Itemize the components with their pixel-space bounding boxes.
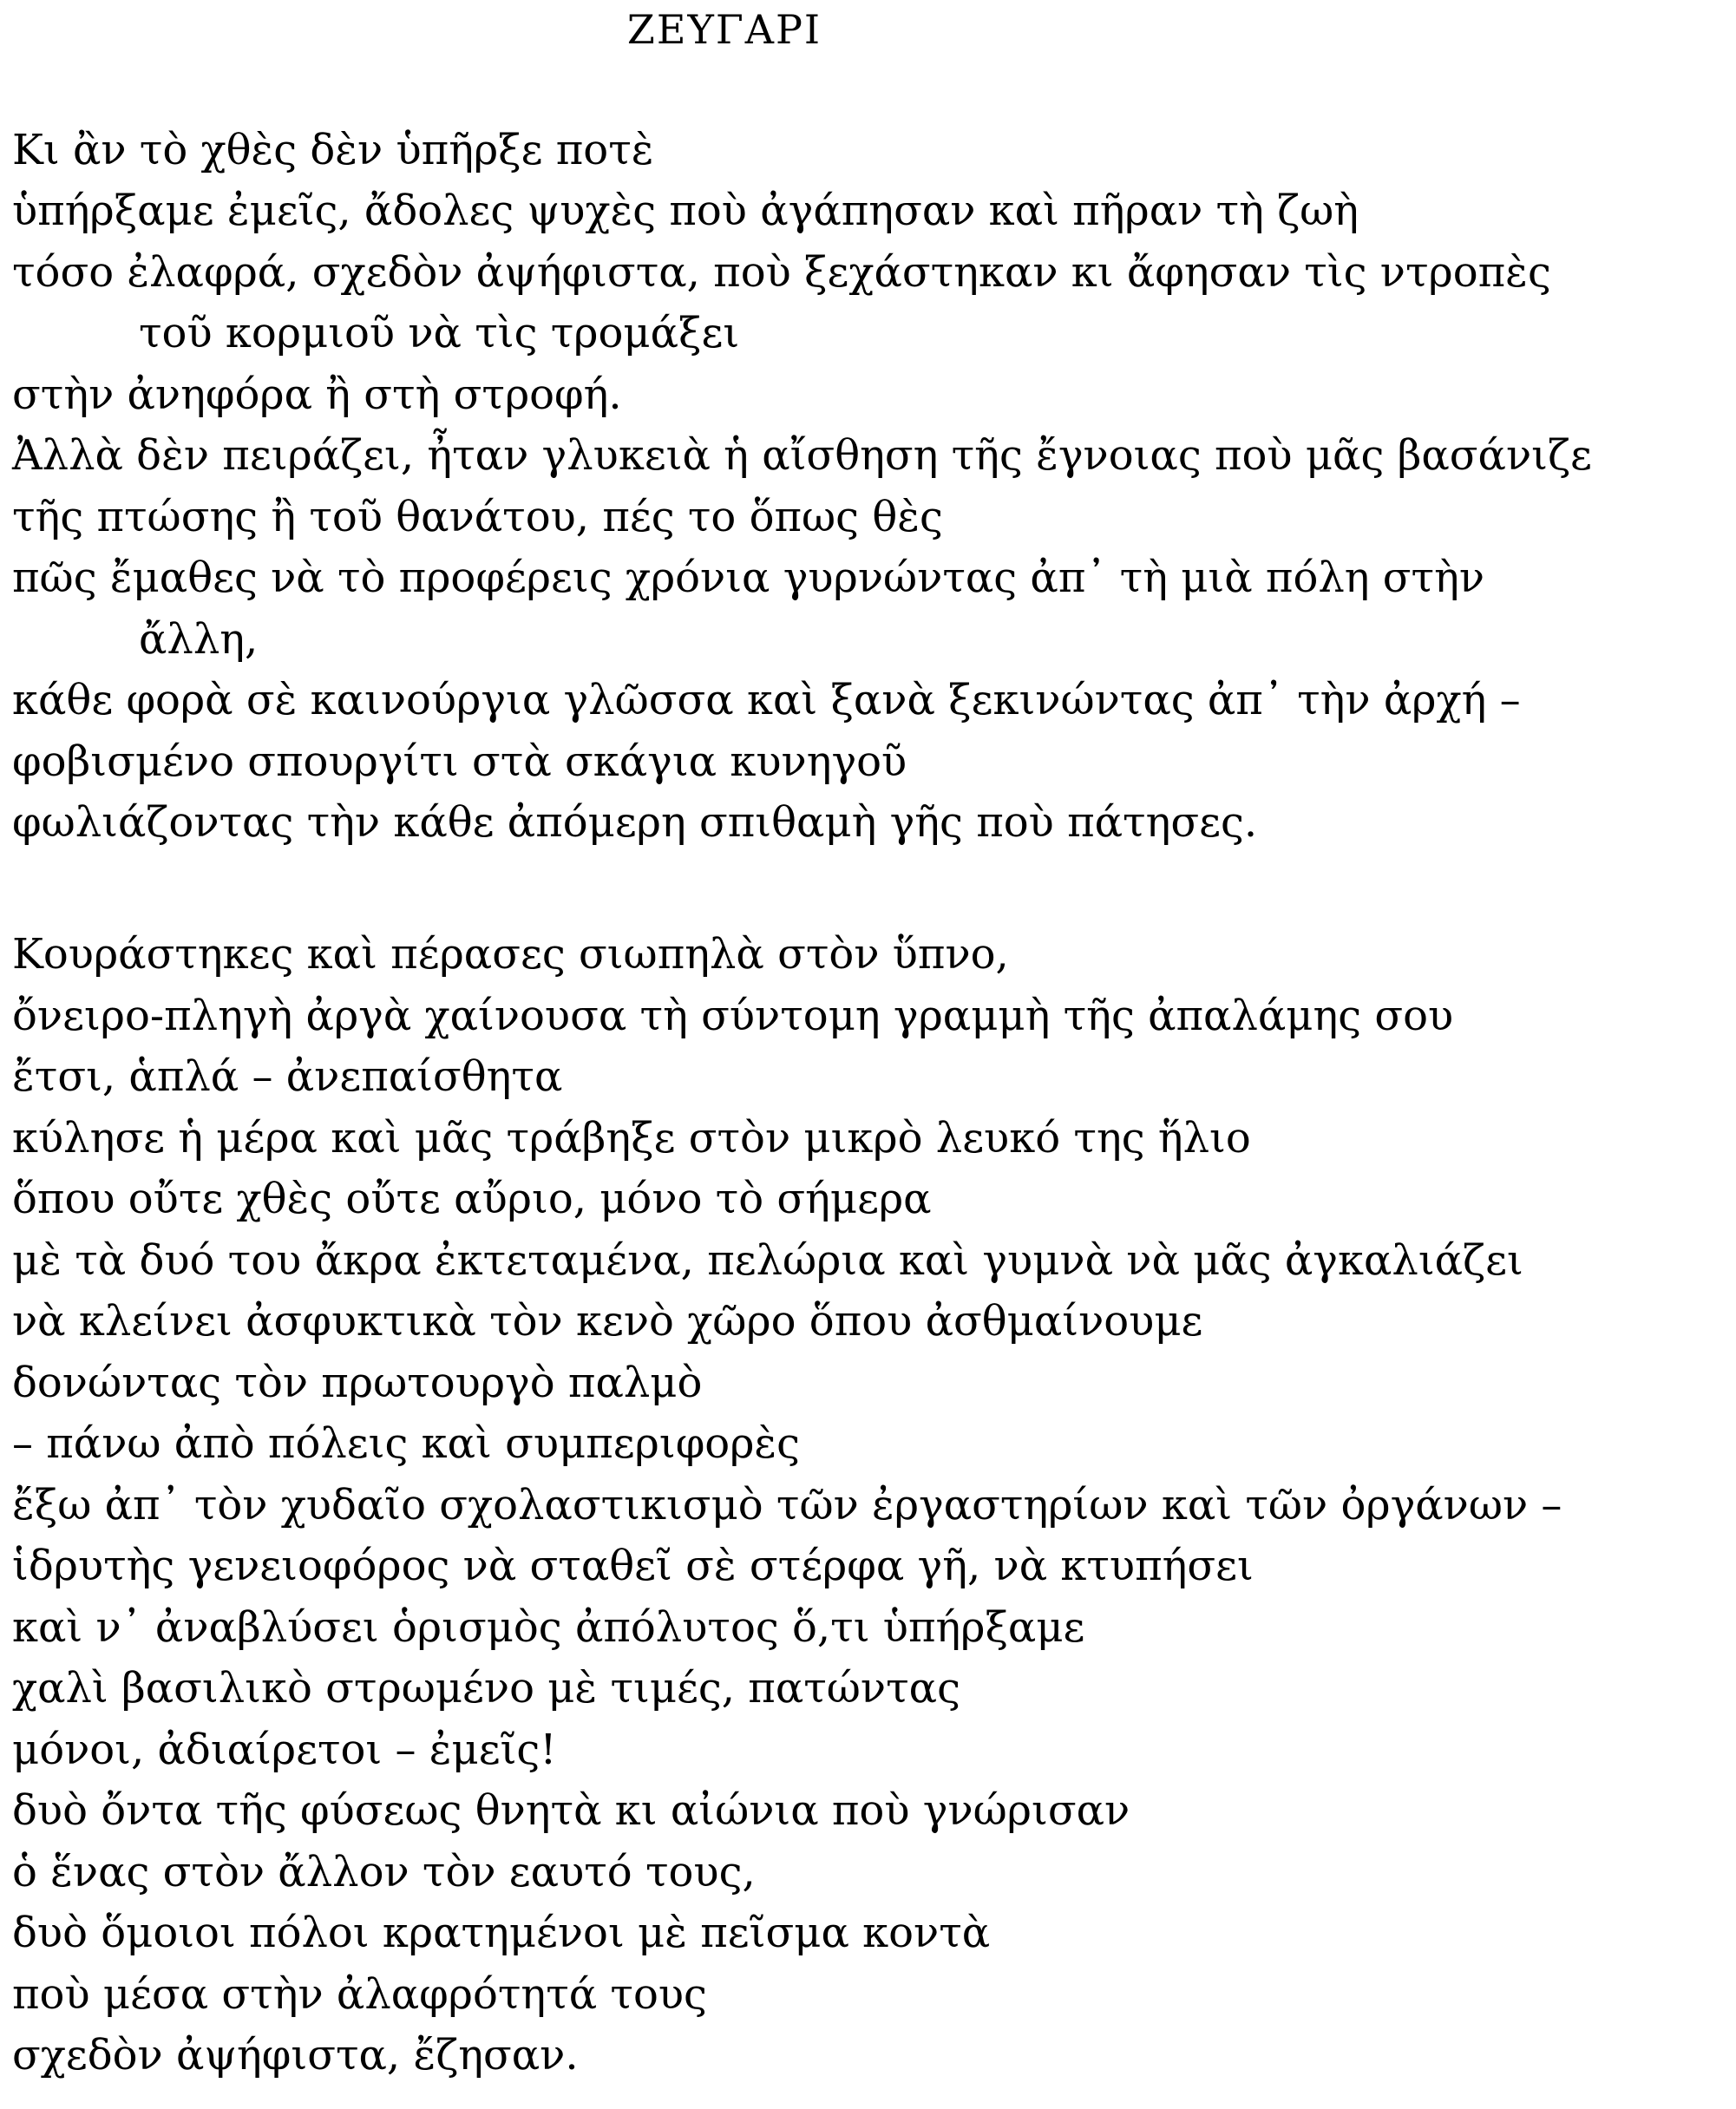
poem-line: κάθε φορὰ σὲ καινούργια γλῶσσα καὶ ξανὰ ξεκινώντας ἀπ᾽ τὴν ἀρχή – xyxy=(12,676,1521,724)
poem-line: δονώντας τὸν πρωτουργὸ παλμὸ xyxy=(12,1359,703,1407)
poem-line: πῶς ἔμαθες νὰ τὸ προφέρεις χρόνια γυρνώντας ἀπ᾽ τὴ μιὰ πόλη στὴν xyxy=(12,553,1485,602)
poem-line: σχεδὸν ἀψήφιστα, ἔζησαν. xyxy=(12,2031,579,2080)
poem-line: φωλιάζοντας τὴν κάθε ἀπόμερη σπιθαμὴ γῆς ποὺ πάτησες. xyxy=(12,798,1258,847)
poem-line: στὴν ἀνηφόρα ἢ στὴ στροφή. xyxy=(12,370,622,419)
poem-line: ἱδρυτὴς γενειοφόρος νὰ σταθεῖ σὲ στέρφα γῆ, νὰ κτυπήσει xyxy=(12,1542,1254,1590)
poem-line: ὁ ἕνας στὸν ἄλλον τὸν εαυτό τους, xyxy=(12,1848,756,1896)
poem-line: ὑπήρξαμε ἐμεῖς, ἄδολες ψυχὲς ποὺ ἀγάπησαν καὶ πῆραν τὴ ζωὴ xyxy=(12,187,1359,235)
poem-line: τόσο ἐλαφρά, σχεδὸν ἀψήφιστα, ποὺ ξεχάστηκαν κι ἄφησαν τὶς ντροπὲς xyxy=(12,248,1551,297)
poem-line: Κι ἂν τὸ χθὲς δὲν ὑπῆρξε ποτὲ xyxy=(12,126,654,174)
poem-line: ὅπου οὔτε χθὲς οὔτε αὔριο, μόνο τὸ σήμερα xyxy=(12,1175,932,1223)
poem-line: ἄλλη, xyxy=(139,615,259,664)
poem-line: ὄνειρο-πληγὴ ἀργὰ χαίνουσα τὴ σύντομη γραμμὴ τῆς ἀπαλάμης σου xyxy=(12,992,1454,1040)
poem-line: μὲ τὰ δυό του ἄκρα ἐκτεταμένα, πελώρια καὶ γυμνὰ νὰ μᾶς ἀγκαλιάζει xyxy=(12,1236,1523,1285)
poem-line: ποὺ μέσα στὴν ἀλαφρότητά τους xyxy=(12,1970,707,2019)
poem-line: φοβισμένο σπουργίτι στὰ σκάγια κυνηγοῦ xyxy=(12,737,907,786)
poem-line: τοῦ κορμιοῦ νὰ τὶς τρομάξει xyxy=(139,309,740,357)
poem-line: δυὸ ὄντα τῆς φύσεως θνητὰ κι αἰώνια ποὺ γνώρισαν xyxy=(12,1786,1130,1835)
poem-line: δυὸ ὅμοιοι πόλοι κρατημένοι μὲ πεῖσμα κοντὰ xyxy=(12,1909,991,1957)
poem-line: μόνοι, ἀδιαίρετοι – ἐμεῖς! xyxy=(12,1726,557,1774)
poem-title: ΖΕΥΓΑΡΙ xyxy=(626,6,822,53)
poem-line: Ἀλλὰ δὲν πειράζει, ἦταν γλυκειὰ ἡ αἴσθηση τῆς ἔγνοιας ποὺ μᾶς βασάνιζε xyxy=(12,431,1592,480)
poem-line: τῆς πτώσης ἢ τοῦ θανάτου, πές το ὅπως θὲς xyxy=(12,493,943,541)
poem-line: κύλησε ἡ μέρα καὶ μᾶς τράβηξε στὸν μικρὸ λευκό της ἥλιο xyxy=(12,1114,1251,1163)
poem-line: χαλὶ βασιλικὸ στρωμένο μὲ τιμές, πατώντας xyxy=(12,1664,960,1713)
poem-line: καὶ ν᾽ ἀναβλύσει ὁρισμὸς ἀπόλυτος ὅ,τι ὑπήρξαμε xyxy=(12,1603,1085,1652)
poem-line: Κουράστηκες καὶ πέρασες σιωπηλὰ στὸν ὕπνο, xyxy=(12,930,1009,979)
poem-line: ἔξω ἀπ᾽ τὸν χυδαῖο σχολαστικισμὸ τῶν ἐργαστηρίων καὶ τῶν ὀργάνων – xyxy=(12,1481,1562,1529)
poem-line: ἔτσι, ἁπλά – ἀνεπαίσθητα xyxy=(12,1052,563,1101)
poem-line: – πάνω ἀπὸ πόλεις καὶ συμπεριφορὲς xyxy=(12,1419,801,1468)
poem-line: νὰ κλείνει ἀσφυκτικὰ τὸν κενὸ χῶρο ὅπου ἀσθμαίνουμε xyxy=(12,1297,1203,1346)
